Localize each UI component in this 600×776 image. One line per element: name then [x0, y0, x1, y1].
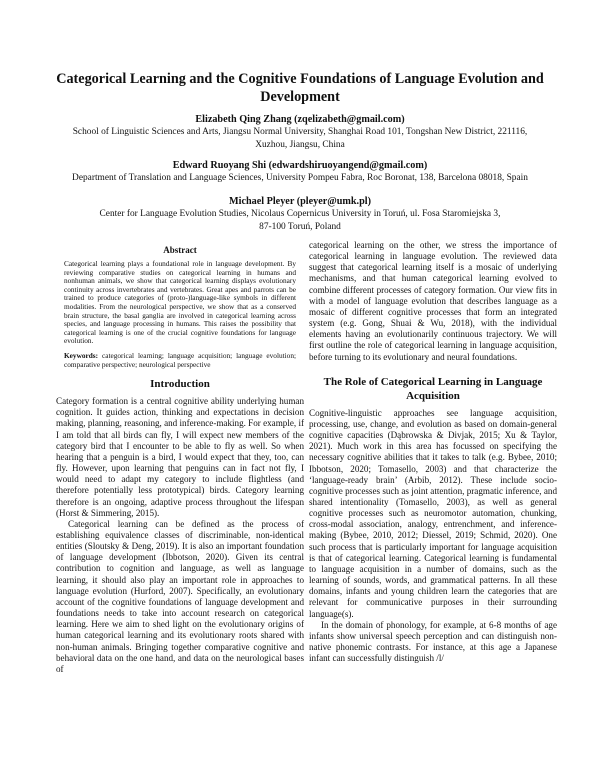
keywords-text: categorical learning; language acquisition; language evolution; comparative perspective; neurological perspective: [64, 350, 296, 369]
keywords-label: Keywords:: [64, 350, 99, 360]
author-affiliation: 87-100 Toruń, Poland: [259, 221, 341, 232]
abstract-text: Categorical learning plays a foundational role in language development. By reviewing comparative studies on categorical learning in humans and nonhuman animals, we show that categorical learning displays evolutionary continuity across invertebrates and vertebrates. Great apes and parrots can be trained to produce categories of (proto-)language-like symbols in different modalities. From the neurological perspective, we show that as a conserved brain structure, the basal ganglia are involved in categorical learning across species, and language processing in humans. This raises the possibility that categorical learning is one of the crucial cognitive foundations for language evolution.: [64, 259, 296, 346]
body-paragraph: Category formation is a central cognitive ability underlying human cognition. It guides action, thinking and expectations in decision making, planning, reasoning, and inference-making. For example, if I am told that all birds can fly, I will expect new members of the category bird that I encounter to be able to fly as well. So when hearing that a penguin is a bird, I would expect that they, too, can fly. However, upon learning that penguins can in fact not fly, I would need to adapt my category to include flightless (and therefore potentially less prototypical) birds. Category learning therefore is an ongoing, adaptive process throughout the lifespan (Horst & Simmering, 2015).: [56, 396, 304, 518]
right-column: [309, 240, 557, 664]
author-block-1: [40, 113, 560, 151]
author-affiliation: Center for Language Evolution Studies, Nicolaus Copernicus University in Toruń, ul. Fosa Staromiejska 3,: [99, 209, 501, 219]
abstract-heading: Abstract: [163, 245, 197, 255]
author-affiliation: Department of Translation and Language Sciences, University Pompeu Fabra, Roc Boronat, 138, Barcelona 08018, Spain: [72, 173, 528, 183]
body-paragraph: Cognitive-linguistic approaches see language acquisition, processing, use, change, and evolution as based on domain-general cognitive capacities (Dąbrowska & Divjak, 2015; Xu & Taylor, 2021). Much work in this area has focussed on specifying the necessary cognitive abilities that it takes to talk (e.g. Bybee, 2010; Ibbotson, 2020; Tomasello, 2003) and that characterize the ‘language-ready brain’ (Arbib, 2012). These include socio-cognitive processes such as joint attention, pragmatic inference, and shared intentionality (Tomasello, 2003), as well as general cognitive processes such as neuromotor automation, chunking, cross-modal association, analogy, entrenchment, and inference-making (Bybee, 2010, 2012; Diessel, 2019; Schmid, 2020). One such process that is particularly important for language acquisition is that of categorical learning. Categorical learning is fundamental to language acquisition in a number of domains, such as the learning of sounds, words, and grammatical patterns. In all these domains, infants and young children learn the categories that are relevant for communicative purposes in their surrounding language(s).: [309, 407, 557, 619]
keywords: [64, 352, 296, 369]
author-affiliation: Xuzhou, Jiangsu, China: [255, 139, 345, 150]
paper-title: Categorical Learning and the Cognitive Foundations of Language Evolution and Development: [56, 71, 544, 105]
author-block-2: [40, 159, 560, 185]
author-name: Edward Ruoyang Shi (edwardshiruoyangend@gmail.com): [172, 160, 428, 171]
body-paragraph: In the domain of phonology, for example, at 6-8 months of age infants show universal speech perception and can distinguish non-native phonemic contrasts. For instance, at this age a Japanese infant can successfully distinguish /l/: [309, 619, 557, 664]
author-name: Michael Pleyer (pleyer@umk.pl): [229, 196, 371, 207]
author-block-3: [40, 195, 560, 233]
author-affiliation: School of Linguistic Sciences and Arts, Jiangsu Normal University, Shanghai Road 101, Tongshan New District, 221116,: [72, 127, 528, 137]
left-column: [56, 245, 304, 675]
body-paragraph: categorical learning on the other, we stress the importance of categorical learning in language evolution. The reviewed data suggest that categorical learning itself is a mosaic of underlying mechanisms, and that human categorical learning evolved to combine different processes of category formation. Our view fits in with a model of language evolution that describes language as a mosaic of different cognitive processes that form an integrated system (e.g. Gong, Shuai & Wu, 2018), with the individual elements having an evolutionarily continuous trajectory. We will first outline the role of categorical learning in language acquisition, before turning to its evolutionary and neural foundations.: [309, 240, 557, 362]
body-paragraph: Categorical learning can be defined as the process of establishing equivalence classes of discriminable, non-identical entities (Sloutsky & Deng, 2019). It is also an important foundation of language development (Ibbotson, 2020). Given its central contribution to cognition and language, as well as language learning, it should also play an important role in approaches to language evolution (Hurford, 2007). Specifically, an evolutionary account of the cognitive foundations of language development and foundations needs to take into account research on categorical learning. Here we aim to shed light on the evolutionary origins of human categorical learning and its evolutionary roots shared with non-human animals. Bringing together comparative cognitive and behavioral data on the one hand, and data on the neurological bases of: [56, 518, 304, 674]
author-name: Elizabeth Qing Zhang (zqelizabeth@gmail.com): [195, 114, 405, 125]
section-heading: The Role of Categorical Learning in Language Acquisition: [323, 375, 543, 402]
introduction-heading: Introduction: [150, 378, 210, 391]
